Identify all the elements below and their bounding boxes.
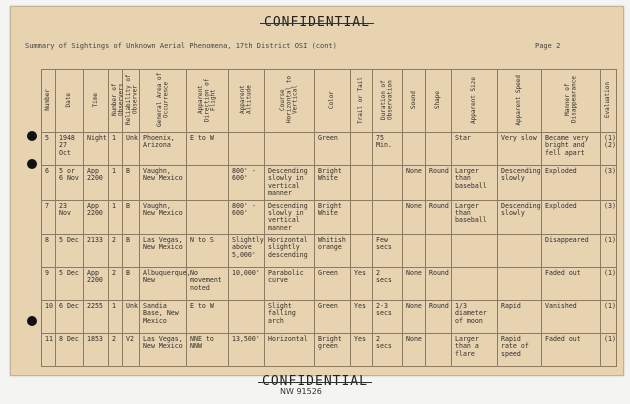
column-header <box>542 70 601 133</box>
table-cell <box>351 200 373 235</box>
table-cell: 5 Dec <box>56 235 84 268</box>
table-cell: Horizontal slightly descending <box>265 235 315 268</box>
table-cell <box>351 133 373 166</box>
table-cell: 7 <box>42 200 56 235</box>
table-cell: Horizontal <box>265 334 315 367</box>
column-header-label: Number of Observers <box>111 83 125 117</box>
table-cell <box>452 268 498 301</box>
table-cell: Green <box>315 268 351 301</box>
table-cell: (1) <box>601 301 617 334</box>
table-cell <box>426 235 452 268</box>
column-header-label: Trail or Tail <box>357 76 365 124</box>
table-cell: (3) <box>601 200 617 235</box>
column-header-label: Course Horizontal to Vertical <box>279 76 299 124</box>
document-page <box>10 6 624 376</box>
column-header-label: Shape <box>434 90 442 110</box>
table-cell <box>351 166 373 201</box>
table-cell: None <box>403 166 426 201</box>
column-header <box>140 70 187 133</box>
table-header-row <box>42 70 617 133</box>
column-header <box>351 70 373 133</box>
table-cell: Bright White <box>315 166 351 201</box>
table-cell: 11 <box>42 334 56 367</box>
table-cell: Became very bright and fell apart <box>542 133 601 166</box>
table-cell: Vaughn, New Mexico <box>140 200 187 235</box>
column-header-label: Duration of Observation <box>380 80 394 120</box>
table-cell: Larger than a flare <box>452 334 498 367</box>
table-cell <box>351 235 373 268</box>
table-cell: Bright green <box>315 334 351 367</box>
column-header-label: Sound <box>409 90 417 110</box>
table-cell: B <box>123 268 140 301</box>
table-cell: Round <box>426 268 452 301</box>
table-cell: B <box>123 235 140 268</box>
table-cell <box>187 166 229 201</box>
table-cell: Phoenix, Arizona <box>140 133 187 166</box>
column-header <box>452 70 498 133</box>
column-header <box>42 70 56 133</box>
table-cell <box>452 235 498 268</box>
table-cell: Descending slowly in vertical manner <box>265 200 315 235</box>
table-cell: E to W <box>187 301 229 334</box>
table-cell: Green <box>315 133 351 166</box>
table-cell: (1) <box>601 268 617 301</box>
table-cell <box>187 200 229 235</box>
column-header <box>403 70 426 133</box>
table-cell <box>373 166 403 201</box>
table-cell <box>498 235 542 268</box>
column-header <box>56 70 84 133</box>
table-cell: Round <box>426 301 452 334</box>
table-cell <box>403 235 426 268</box>
table-cell: App 2200 <box>84 268 109 301</box>
table-cell: 1/3 diameter of moon <box>452 301 498 334</box>
column-header <box>123 70 140 133</box>
table-cell: Yes <box>351 334 373 367</box>
column-header <box>373 70 403 133</box>
table-cell: 9 <box>42 268 56 301</box>
column-header <box>498 70 542 133</box>
table-cell: 1 <box>109 166 123 201</box>
table-cell: Few secs <box>373 235 403 268</box>
table-cell: 5 <box>42 133 56 166</box>
table-cell: Unk <box>123 133 140 166</box>
table-cell: 2133 <box>84 235 109 268</box>
column-header-label: Apparent Size <box>470 76 478 124</box>
column-header <box>265 70 315 133</box>
table-cell: 1 <box>109 301 123 334</box>
table-cell: 13,500' <box>229 334 265 367</box>
table-cell: 800' - 600' <box>229 166 265 201</box>
table-cell: 8 <box>42 235 56 268</box>
table-cell: N to S <box>187 235 229 268</box>
column-header <box>426 70 452 133</box>
table-cell: 1 <box>109 133 123 166</box>
column-header-label: Apparent Direction of Flight <box>197 78 217 122</box>
table-cell: Larger than baseball <box>452 200 498 235</box>
table-cell: Slightly above 5,000' <box>229 235 265 268</box>
table-cell: 10 <box>42 301 56 334</box>
table-cell: Vaughn, New Mexico <box>140 166 187 201</box>
column-header-label: Number <box>44 89 52 111</box>
table-cell: 8 Dec <box>56 334 84 367</box>
column-header <box>229 70 265 133</box>
column-header-label: Color <box>328 90 336 110</box>
classification-marking-top: CONFIDENTIAL <box>264 15 370 30</box>
table-cell: Descending slowly in vertical manner <box>265 166 315 201</box>
table-row <box>42 166 617 201</box>
column-header-label: Time <box>91 92 99 108</box>
table-cell: 2 secs <box>373 334 403 367</box>
table-cell: 1948 27 Oct <box>56 133 84 166</box>
table-cell: Yes <box>351 301 373 334</box>
table-cell: Exploded <box>542 166 601 201</box>
column-header-label: General Area of Occurrence <box>155 72 169 128</box>
table-cell: (1) (2) <box>601 133 617 166</box>
column-header-label: Evaluation <box>604 81 612 119</box>
table-cell: Exploded <box>542 200 601 235</box>
table-cell: (1) <box>601 235 617 268</box>
table-cell: Yes <box>351 268 373 301</box>
table-cell: Very slow <box>498 133 542 166</box>
table-cell: App 2200 <box>84 166 109 201</box>
table-cell: Disappeared <box>542 235 601 268</box>
table-cell: Round <box>426 166 452 201</box>
table-cell: Star <box>452 133 498 166</box>
table-cell: Unk <box>123 301 140 334</box>
table-cell: Descending slowly <box>498 200 542 235</box>
table-cell: Larger than baseball <box>452 166 498 201</box>
table-row <box>42 200 617 235</box>
table-cell: Rapid rate of speed <box>498 334 542 367</box>
table-cell: 1 <box>109 200 123 235</box>
table-cell: 2 <box>109 334 123 367</box>
table-cell: Bright White <box>315 200 351 235</box>
table-cell: None <box>403 200 426 235</box>
table-cell <box>498 268 542 301</box>
table-cell: 2 <box>109 268 123 301</box>
table-cell <box>229 301 265 334</box>
table-cell <box>403 133 426 166</box>
table-cell: 800' - 600' <box>229 200 265 235</box>
table-cell: Slight falling arch <box>265 301 315 334</box>
table-cell: B <box>123 200 140 235</box>
table-cell: App 2200 <box>84 200 109 235</box>
table-cell: NNE to NNW <box>187 334 229 367</box>
table-cell: No movement noted <box>187 268 229 301</box>
table-cell: 5 or 6 Nov <box>56 166 84 201</box>
sightings-table <box>41 69 617 367</box>
table-row <box>42 334 617 367</box>
table-cell: 10,000' <box>229 268 265 301</box>
table-cell: Descending slowly <box>498 166 542 201</box>
table-cell: B <box>123 166 140 201</box>
table-cell: Night <box>84 133 109 166</box>
table-cell: V2 <box>123 334 140 367</box>
table-cell: 5 Dec <box>56 268 84 301</box>
column-header <box>315 70 351 133</box>
table-cell: 6 Dec <box>56 301 84 334</box>
table-cell: 2 secs <box>373 268 403 301</box>
binder-hole <box>27 316 37 326</box>
table-cell: (1) <box>601 334 617 367</box>
table-cell: Las Vegas, New Mexico <box>140 235 187 268</box>
table-cell: 23 Nov <box>56 200 84 235</box>
table-cell: 2 <box>109 235 123 268</box>
table-cell: Albuquerque, New <box>140 268 187 301</box>
table-cell <box>426 334 452 367</box>
table-cell: Whitish orange <box>315 235 351 268</box>
summary-title: Summary of Sightings of Unknown Aerial Phenomena, 17th District OSI (cont) <box>25 42 337 50</box>
column-header-label: Date <box>65 92 73 108</box>
table-cell: Vanished <box>542 301 601 334</box>
table-row <box>42 133 617 166</box>
table-cell: Green <box>315 301 351 334</box>
column-header <box>109 70 123 133</box>
table-cell: Faded out <box>542 268 601 301</box>
binder-hole <box>27 131 37 141</box>
table-cell: 1853 <box>84 334 109 367</box>
table-cell <box>373 200 403 235</box>
table-row <box>42 301 617 334</box>
table-cell: None <box>403 268 426 301</box>
table-cell: 2-3 secs <box>373 301 403 334</box>
table-cell: Las Vegas, New Mexico <box>140 334 187 367</box>
table-row <box>42 235 617 268</box>
table-cell: (3) <box>601 166 617 201</box>
column-header-label: Manner of Disappearance <box>563 76 577 124</box>
table-cell: None <box>403 334 426 367</box>
table-cell: Parabolic curve <box>265 268 315 301</box>
table-cell <box>426 133 452 166</box>
binder-hole <box>27 159 37 169</box>
table-cell: 6 <box>42 166 56 201</box>
column-header-label: Apparent Altitude <box>239 85 253 115</box>
table-row <box>42 268 617 301</box>
column-header <box>601 70 617 133</box>
classification-marking-bottom: CONFIDENTIAL <box>262 374 368 389</box>
column-header-label: Reliability of Observer <box>125 74 139 126</box>
column-header <box>84 70 109 133</box>
table-cell: None <box>403 301 426 334</box>
table-cell: 75 Min. <box>373 133 403 166</box>
table-cell: Sandia Base, New Mexico <box>140 301 187 334</box>
table-cell: 2255 <box>84 301 109 334</box>
archive-stamp: NW 91526 <box>280 387 322 396</box>
page-number: Page 2 <box>535 42 561 50</box>
table-cell: E to W <box>187 133 229 166</box>
table-cell: Faded out <box>542 334 601 367</box>
table-cell: Rapid <box>498 301 542 334</box>
column-header <box>187 70 229 133</box>
column-header-label: Apparent Speed <box>515 74 523 126</box>
table-cell: Round <box>426 200 452 235</box>
table-cell <box>229 133 265 166</box>
table-cell <box>265 133 315 166</box>
